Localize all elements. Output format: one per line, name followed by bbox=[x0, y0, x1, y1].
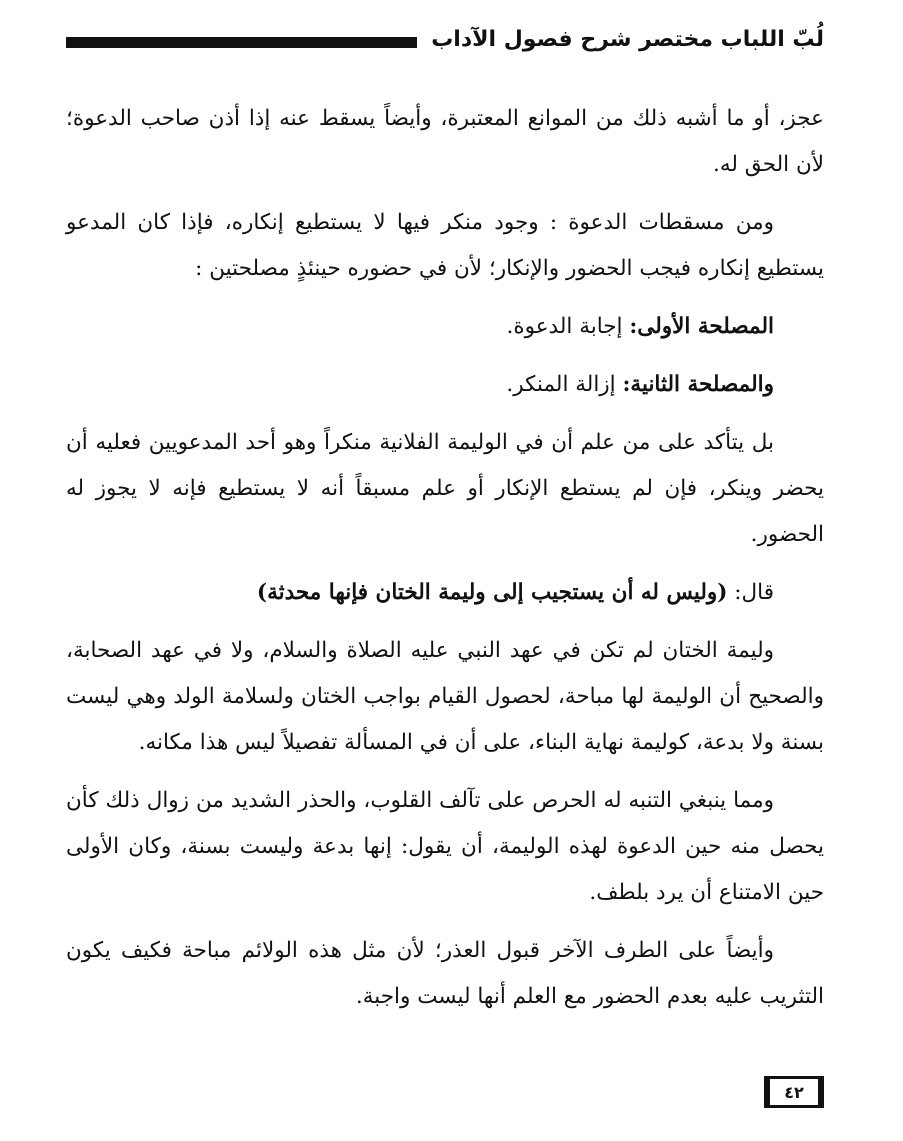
header-rule bbox=[66, 37, 417, 48]
book-title: لُبّ اللباب مختصر شرح فصول الآداب bbox=[431, 26, 824, 52]
paragraph bbox=[66, 778, 824, 916]
paragraph bbox=[66, 928, 824, 1020]
paragraph bbox=[66, 570, 824, 616]
paragraph bbox=[66, 628, 824, 766]
paragraph bbox=[66, 96, 824, 188]
paragraph-text: عجز، أو ما أشبه ذلك من الموانع المعتبرة، وأيضاً يسقط عنه إذا أذن صاحب الدعوة؛ لأن الحق له. bbox=[66, 106, 824, 177]
paragraph-text: إجابة الدعوة. bbox=[506, 314, 630, 339]
paragraph-text: ومما ينبغي التنبه له الحرص على تآلف القلوب، والحذر الشديد من زوال ذلك كأن يحصل منه حين الدعوة لهذه الوليمة، أن يقول: إنها بدعة وليست بسنة، وكان الأولى حين الامتناع أن يرد بلطف. bbox=[66, 788, 824, 905]
paragraph-text: وأيضاً على الطرف الآخر قبول العذر؛ لأن مثل هذه الولائم مباحة فكيف يكون التثريب عليه بعدم الحضور مع العلم أنها ليست واجبة. bbox=[66, 938, 824, 1009]
paragraph-text: إزالة المنكر. bbox=[506, 372, 623, 397]
paragraph bbox=[66, 362, 824, 408]
running-header bbox=[66, 22, 824, 56]
paragraph-text: قال: bbox=[727, 580, 774, 605]
paragraph-text: ومن مسقطات الدعوة : وجود منكر فيها لا يستطيع إنكاره، فإذا كان المدعو يستطيع إنكاره فيجب الحضور والإنكار؛ لأن في حضوره حينئذٍ مصلحتين : bbox=[66, 210, 824, 281]
paragraph bbox=[66, 304, 824, 350]
page-body bbox=[66, 96, 824, 1032]
footer-bar-left bbox=[764, 1076, 770, 1108]
quoted-matn: (وليس له أن يستجيب إلى وليمة الختان فإنها محدثة) bbox=[256, 580, 728, 605]
page-footer bbox=[764, 1076, 824, 1108]
paragraph-text: بل يتأكد على من علم أن في الوليمة الفلانية منكراً وهو أحد المدعويين فعليه أن يحضر وينكر، فإن لم يستطع الإنكار أو علم مسبقاً أنه لا يستطيع فإنه لا يجوز له الحضور. bbox=[66, 430, 824, 547]
paragraph-bold-lead: المصلحة الأولى: bbox=[629, 314, 774, 339]
paragraph-bold-lead: والمصلحة الثانية: bbox=[622, 372, 774, 397]
page-number: ٤٢ bbox=[770, 1076, 818, 1108]
footer-bar-right bbox=[818, 1076, 824, 1108]
paragraph bbox=[66, 200, 824, 292]
paragraph bbox=[66, 420, 824, 558]
paragraph-text: وليمة الختان لم تكن في عهد النبي عليه الصلاة والسلام، ولا في عهد الصحابة، والصحيح أن الوليمة لها مباحة، لحصول القيام بواجب الختان ولسلامة الولد وهي ليست بسنة ولا بدعة، كوليمة نهاية البناء، على أن في المسألة تفصيلاً ليس هذا مكانه. bbox=[66, 638, 824, 755]
